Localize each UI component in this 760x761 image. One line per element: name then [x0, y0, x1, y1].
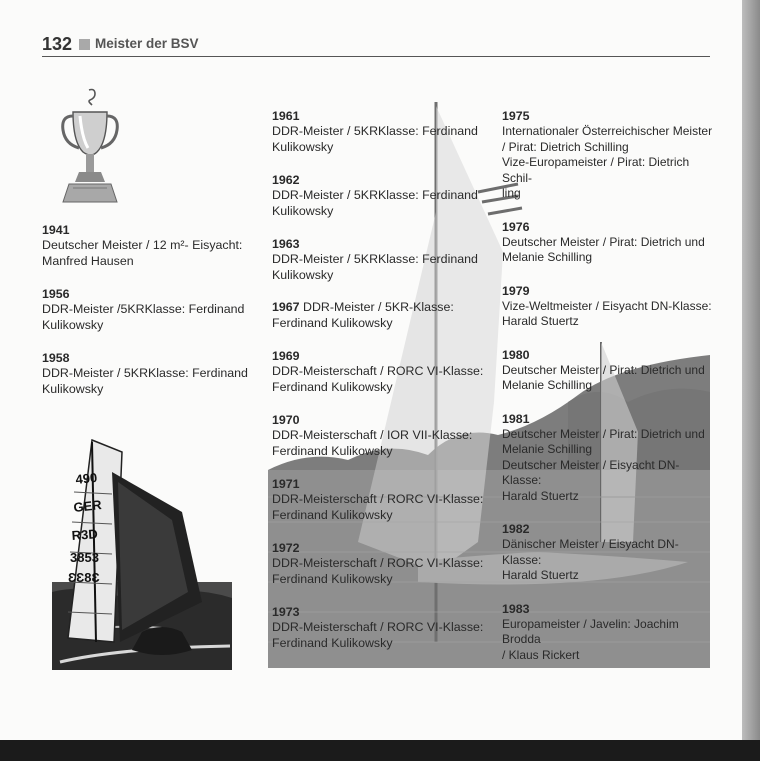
entry-line: Deutscher Meister / Pirat: Dietrich und: [502, 426, 705, 441]
entry-line: Vize-Europameister / Pirat: Dietrich Schil-: [502, 155, 690, 185]
header-square-icon: [79, 39, 90, 50]
entry-line: DDR-Meisterschaft / IOR VII-Klasse:: [272, 428, 473, 442]
svg-text:ƐƐ8Ɛ: ƐƐ8Ɛ: [68, 570, 100, 585]
entry-1972: [272, 540, 484, 587]
entry-year: 1969: [272, 349, 300, 363]
entry-line: Deutscher Meister / 12 m²- Eisyacht:: [42, 238, 243, 252]
entry-year: 1967: [272, 300, 300, 314]
entry-line: Melanie Schilling: [502, 250, 593, 264]
entry-1963: [272, 236, 484, 283]
entry-line: Ferdinand Kulikowsky: [272, 635, 393, 650]
entry-line: ling: [502, 186, 521, 200]
svg-text:GER: GER: [72, 497, 103, 515]
entry-1981: [502, 411, 714, 505]
entry-line: DDR-Meister / 5KRKlasse: Ferdinand: [272, 124, 478, 138]
entry-line: Kulikowsky: [272, 139, 334, 154]
page-header: [42, 32, 710, 57]
entry-year: 1983: [502, 601, 530, 616]
trophy-icon: [55, 86, 125, 212]
entry-1975: [502, 108, 714, 202]
column-2: [272, 108, 484, 668]
entry-year: 1956: [42, 287, 70, 301]
entry-1982: [502, 521, 714, 584]
entry-line: Kulikowsky: [272, 203, 334, 218]
entry-year: 1958: [42, 351, 70, 365]
entry-line: [272, 300, 484, 316]
entry-line: Ferdinand Kulikowsky: [272, 571, 393, 586]
scan-bottom-edge: [0, 740, 760, 761]
entry-line: DDR-Meister / 5KRKlasse: Ferdinand: [272, 252, 478, 266]
entry-line: DDR-Meisterschaft / RORC VI-Klasse:: [272, 620, 484, 634]
entry-year: 1941: [42, 223, 70, 237]
entry-year: 1962: [272, 173, 300, 187]
entry-line: Deutscher Meister / Eisyacht DN-Klasse:: [502, 457, 680, 487]
entry-year: 1970: [272, 413, 300, 427]
entry-1979: [502, 283, 714, 330]
header-title: Meister der BSV: [95, 36, 199, 51]
entry-line: DDR-Meister / 5KRKlasse: Ferdinand: [42, 366, 248, 380]
entry-1956: [42, 286, 254, 333]
entry-year: 1976: [502, 219, 530, 234]
entry-line: DDR-Meisterschaft / RORC VI-Klasse:: [272, 364, 484, 378]
entry-line: Kulikowsky: [42, 381, 104, 396]
entry-line: DDR-Meister /5KRKlasse: Ferdinand: [42, 302, 245, 316]
entry-line: DDR-Meister / 5KRKlasse: Ferdinand: [272, 188, 478, 202]
entry-1971: [272, 476, 484, 523]
entry-year: 1975: [502, 109, 530, 123]
column-1: [42, 222, 254, 414]
entry-year: 1973: [272, 605, 300, 619]
racing-sail-photo: [52, 432, 232, 670]
entry-year: 1971: [272, 477, 300, 491]
entry-line: Dänischer Meister / Eisyacht DN-Klasse:: [502, 537, 679, 567]
entry-1962: [272, 172, 484, 219]
entry-year: 1981: [502, 411, 530, 426]
page-number: 132: [42, 34, 73, 54]
entry-line: Deutscher Meister / Pirat: Dietrich und: [502, 362, 705, 377]
entry-line: Vize-Weltmeister / Eisyacht DN-Klasse:: [502, 298, 712, 313]
entry-line: Ferdinand Kulikowsky: [272, 379, 393, 394]
entry-line: / Klaus Rickert: [502, 647, 580, 662]
entry-1969: [272, 348, 484, 395]
entry-1961: [272, 108, 484, 155]
svg-text:R3D: R3D: [71, 526, 99, 543]
entry-line: Melanie Schilling: [502, 378, 593, 392]
entry-year: 1963: [272, 237, 300, 251]
entry-line: Ferdinand Kulikowsky: [272, 315, 393, 330]
column-3: [502, 108, 714, 680]
entry-line: Ferdinand Kulikowsky: [272, 507, 393, 522]
entry-year: 1980: [502, 347, 530, 362]
entry-1970: [272, 412, 484, 459]
entry-line: Harald Stuertz: [502, 488, 579, 503]
entry-line: Manfred Hausen: [42, 253, 134, 268]
entry-1941: [42, 222, 254, 269]
entry-year: 1982: [502, 522, 530, 536]
entry-year: 1972: [272, 541, 300, 555]
svg-text:3853: 3853: [70, 550, 99, 565]
page-gutter-shadow: [742, 0, 760, 740]
svg-text:490: 490: [74, 469, 98, 487]
entry-line: Ferdinand Kulikowsky: [272, 443, 393, 458]
entry-line-rest: DDR-Meister / 5KR-Klasse:: [299, 300, 454, 314]
entry-line: DDR-Meisterschaft / RORC VI-Klasse:: [272, 492, 484, 506]
entry-line: Harald Stuertz: [502, 568, 579, 582]
entry-line: Kulikowsky: [272, 267, 334, 282]
entry-1976: [502, 219, 714, 266]
entry-1967: [272, 300, 484, 331]
entry-line: Deutscher Meister / Pirat: Dietrich und: [502, 234, 705, 249]
entry-1958: [42, 350, 254, 397]
entry-line: DDR-Meisterschaft / RORC VI-Klasse:: [272, 556, 484, 570]
entry-1980: [502, 347, 714, 394]
entry-line: Kulikowsky: [42, 317, 104, 332]
entry-line: Melanie Schilling: [502, 442, 593, 456]
entry-1973: [272, 604, 484, 651]
entry-1983: [502, 601, 714, 664]
entry-year: 1979: [502, 283, 530, 298]
entry-line: Europameister / Javelin: Joachim Brodda: [502, 616, 679, 646]
entry-year: 1961: [272, 109, 300, 123]
entry-line: Harald Stuertz: [502, 314, 579, 328]
entry-line: Internationaler Österreichischer Meister: [502, 124, 713, 138]
entry-line: / Pirat: Dietrich Schilling: [502, 139, 629, 154]
